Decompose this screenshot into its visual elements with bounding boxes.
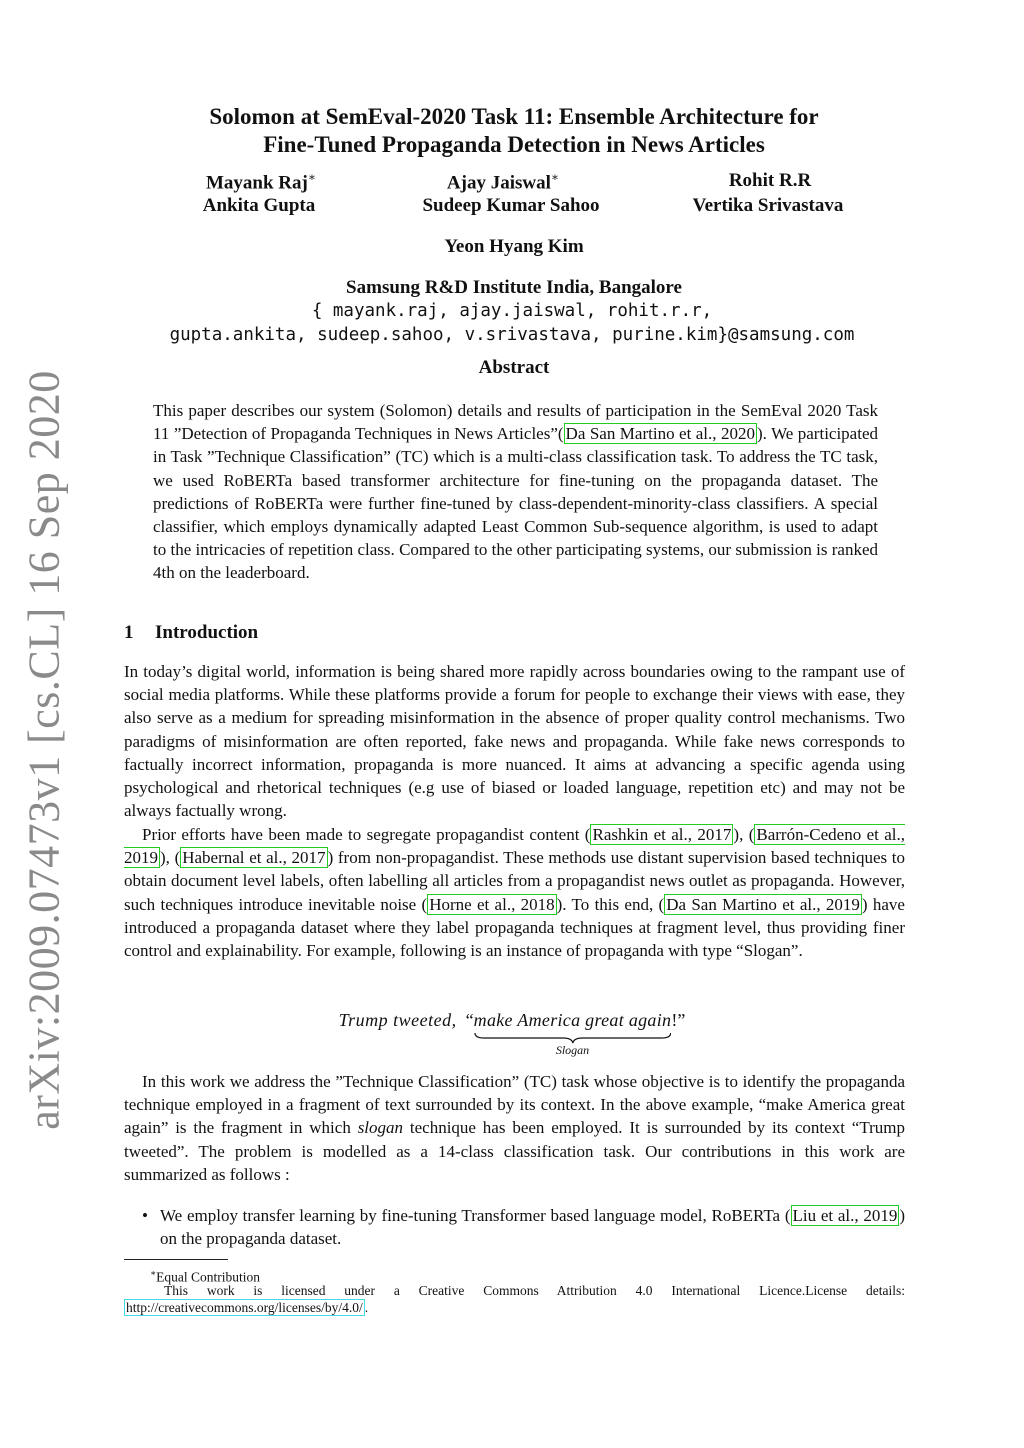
author-ankita-gupta: Ankita Gupta — [202, 195, 316, 216]
license-url-link[interactable]: http://creativecommons.org/licenses/by/4.0/ — [126, 1300, 363, 1315]
email-line-2: gupta.ankita, sudeep.sahoo, v.srivastava, purine.kim}@samsung.com — [169, 325, 855, 345]
author-mayank-raj: Mayank Raj∗ — [205, 170, 317, 194]
example-fragment-with-brace — [473, 1010, 672, 1057]
affiliation: Samsung R&D Institute India, Bangalore — [346, 277, 682, 298]
equal-contribution-mark: ∗ — [307, 170, 317, 184]
section-title: Introduction — [155, 622, 259, 643]
email-line-1: { mayank.raj, ajay.jaiswal, rohit.r.r, — [311, 301, 713, 321]
section-heading-introduction — [124, 622, 258, 644]
footnote-license: This work is licensed under a Creative Commons Attribution 4.0 International Licence.License details: http://creativecommons.org/licenses/by/4.0/ . — [126, 1283, 905, 1315]
title-line-2: Fine-Tuned Propaganda Detection in News Articles — [263, 132, 765, 157]
example-bang: ! — [671, 1010, 678, 1030]
citation-link[interactable]: Rashkin et al., 2017 — [592, 825, 732, 844]
bullet-text: We employ transfer learning by fine-tuning Transformer based language model, RoBERTa ( Liu et al., 2019 ) on the propaganda dataset. — [160, 1206, 905, 1249]
emphasis-slogan: slogan — [357, 1118, 404, 1138]
slogan-example — [0, 1010, 1024, 1064]
equal-contribution-mark: ∗ — [550, 170, 560, 184]
close-quote: ” — [677, 1010, 686, 1030]
citation-link[interactable]: Barrón-Cedeno et al., 2019 — [124, 825, 906, 868]
footnote-divider — [124, 1259, 228, 1260]
intro-paragraph-1: In today’s digital world, information is being shared more rapidly across boundaries owing to the rampant use of social media platforms. While these platforms provide a forum for people to exchange their views with ease, they also serve as a medium for spreading misinformation in the absence of proper quality control mechanisms. Two paradigms of misinformation are often reported, fake news and propaganda. While fake news corresponds to factually incorrect information, propaganda is more nuanced. It aims at advancing a specific agenda using psychological and rhetorical techniques (e.g use of biased or loaded language, repetition etc) and may not be always factually wrong. — [124, 662, 905, 821]
intro-paragraph-2: Prior efforts have been made to segregate propagandist content ( Rashkin et al., 2017 ), ( Barrón-Cedeno et al., 2019 ), ( Habernal et al., 2017 ) from non-propagandist. These methods use distant supervision based techniques to obtain document level labels, often labelling all articles from a propagandist news outlet as propaganda. However, such techniques introduce inevitable noise ( Horne et al., 2018 ). To this end, ( Da San Martino et al., 2019 ) have introduced a propaganda dataset where they label propaganda techniques at fragment level, thus providing finer control and explainability. For example, following is an instance of propaganda with type “Slogan”. — [124, 825, 906, 961]
example-label: Slogan — [555, 1043, 590, 1057]
open-quote: “ — [465, 1010, 474, 1030]
author-rohit-rr: Rohit R.R — [728, 170, 812, 191]
citation-link[interactable]: Habernal et al., 2017 — [182, 848, 326, 868]
paper-title — [124, 103, 904, 159]
example-context: Trump tweeted, — [338, 1010, 457, 1030]
citation-link[interactable]: Da San Martino et al., 2019 — [666, 894, 860, 914]
intro-paragraph-3: In this work we address the ”Technique Classification” (TC) task whose objective is to identify the propaganda technique employed in a fragment of text surrounded by its context. In the above example, “make America great again” is the fragment in which slogan technique has been employed. It is surrounded by its context “Trump tweeted”. The problem is modelled as a 14-class classification task. Our contributions in this work are summarized as follows : — [124, 1072, 905, 1184]
author-sudeep-kumar-sahoo: Sudeep Kumar Sahoo — [422, 195, 600, 216]
footnote-equal-contribution: ∗Equal Contribution — [150, 1268, 260, 1285]
example-fragment: make America great again — [473, 1010, 672, 1030]
author-vertika-srivastava: Vertika Srivastava — [692, 195, 844, 216]
arxiv-identifier[interactable]: arXiv:2009.07473v1 [cs.CL] 16 Sep 2020 — [19, 370, 69, 1130]
abstract-body: This paper describes our system (Solomon) details and results of participation in the SemEval 2020 Task 11 ”Detection of Propaganda Techniques in News Articles”( Da San Martino et al., 2020 ). We participated in Task ”Technique Classification” (TC) which is a multi-class classification task. To address the TC task, we used RoBERTa based transformer architecture for fine-tuning on the propaganda dataset. The predictions of RoBERTa were further fine-tuned by class-dependent-minority-class classifiers. A special classifier, which employs dynamically adapted Least Common Sub-sequence algorithm, is used to adapt to the intricacies of repetition class. Compared to the other participating systems, our submission is ranked 4th on the leaderboard. — [153, 401, 878, 583]
abstract-heading: Abstract — [478, 357, 550, 378]
citation-link[interactable]: Horne et al., 2018 — [429, 894, 555, 914]
author-ajay-jaiswal: Ajay Jaiswal∗ — [446, 170, 560, 194]
citation-link[interactable]: Da San Martino et al., 2020 — [565, 424, 755, 444]
bullet-icon: • — [142, 1206, 148, 1225]
author-yeon-hyang-kim: Yeon Hyang Kim — [444, 236, 584, 257]
title-line-1: Solomon at SemEval-2020 Task 11: Ensemble Architecture for — [209, 104, 819, 129]
citation-link[interactable]: Liu et al., 2019 — [792, 1206, 898, 1225]
section-number: 1 — [124, 622, 134, 643]
footnote-mark: ∗ — [150, 1268, 157, 1278]
